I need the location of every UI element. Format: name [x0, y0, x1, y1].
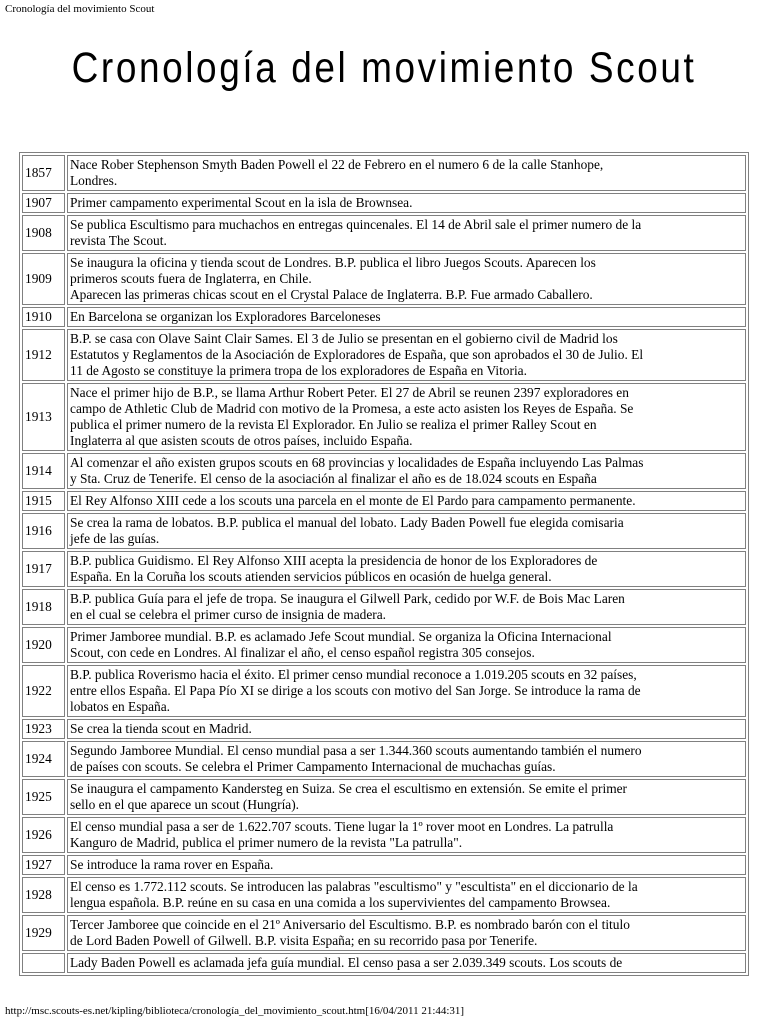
year-cell: 1920	[22, 627, 65, 663]
event-line: B.P. se casa con Olave Saint Clair Sames. El 3 de Julio se presentan en el gobierno civil de Madrid los	[70, 331, 618, 346]
event-line: entre ellos España. El Papa Pío XI se dirige a los scouts con motivo del San Jorge. Se introduce la rama de	[70, 683, 641, 698]
event-line: Nace Rober Stephenson Smyth Baden Powell el 22 de Febrero en el numero 6 de la calle Stanhope,	[70, 157, 604, 172]
table-row	[22, 817, 746, 853]
event-line: Se crea la tienda scout en Madrid.	[70, 721, 252, 736]
event-cell	[67, 329, 746, 381]
year-cell: 1926	[22, 817, 65, 853]
year-cell: 1924	[22, 741, 65, 777]
event-line: sello en el que aparece un scout (Hungría).	[70, 797, 300, 812]
event-cell	[67, 551, 746, 587]
event-cell	[67, 855, 746, 875]
chronology-table	[19, 152, 749, 976]
event-line: y Sta. Cruz de Tenerife. El censo de la asociación al finalizar el año es de 18.024 scouts en España	[70, 471, 597, 486]
event-cell	[67, 665, 746, 717]
event-cell	[67, 383, 746, 451]
event-cell	[67, 491, 746, 511]
year-cell: 1917	[22, 551, 65, 587]
year-cell: 1929	[22, 915, 65, 951]
event-line: de países con scouts. Se celebra el Primer Campamento Internacional de muchachas guías.	[70, 759, 556, 774]
event-line: En Barcelona se organizan los Exploradores Barceloneses	[70, 309, 381, 324]
table-row	[22, 453, 746, 489]
event-line: Se inaugura el campamento Kandersteg en Suiza. Se crea el escultismo en extensión. Se emite el primer	[70, 781, 628, 796]
event-line: Tercer Jamboree que coincide en el 21º Aniversario del Escultismo. B.P. es nombrado barón con el titulo	[70, 917, 630, 932]
event-line: Kanguro de Madrid, publica el primer numero de la revista "La patrulla".	[70, 835, 463, 850]
event-line: publica el primer numero de la revista El Explorador. En Julio se realiza el primer Ralley Scout en	[70, 417, 597, 432]
event-line: Londres.	[70, 173, 118, 188]
table-row	[22, 877, 746, 913]
event-line: Primer campamento experimental Scout en la isla de Brownsea.	[70, 195, 413, 210]
table-row	[22, 383, 746, 451]
table-row	[22, 513, 746, 549]
event-line: primeros scouts fuera de Inglaterra, en Chile.	[70, 271, 312, 286]
event-line: Se publica Escultismo para muchachos en entregas quincenales. El 14 de Abril sale el primer numero de la	[70, 217, 642, 232]
year-cell: 1912	[22, 329, 65, 381]
year-cell: 1915	[22, 491, 65, 511]
browser-print-footer: http://msc.scouts-es.net/kipling/biblioteca/cronología_del_movimiento_scout.htm[16/04/2011 21:44:31]	[5, 1005, 465, 1017]
event-line: Segundo Jamboree Mundial. El censo mundial pasa a ser 1.344.360 scouts aumentando también el numero	[70, 743, 642, 758]
table-row	[22, 491, 746, 511]
event-line: en el cual se celebra el primer curso de insignia de madera.	[70, 607, 387, 622]
table-row	[22, 551, 746, 587]
year-cell: 1916	[22, 513, 65, 549]
year-cell: 1927	[22, 855, 65, 875]
table-row	[22, 307, 746, 327]
year-cell: 1923	[22, 719, 65, 739]
year-cell	[22, 953, 65, 973]
event-line: jefe de las guías.	[70, 531, 160, 546]
table-row	[22, 855, 746, 875]
year-cell: 1922	[22, 665, 65, 717]
event-line: Lady Baden Powell es aclamada jefa guía mundial. El censo pasa a ser 2.039.349 scouts. Los scouts de	[70, 955, 623, 970]
event-line: Primer Jamboree mundial. B.P. es aclamado Jefe Scout mundial. Se organiza la Oficina Internacional	[70, 629, 612, 644]
table-row	[22, 719, 746, 739]
event-cell	[67, 953, 746, 973]
year-cell: 1913	[22, 383, 65, 451]
event-line: lengua española. B.P. reúne en su casa en una comida a los supervivientes del campamento Browsea.	[70, 895, 611, 910]
event-cell	[67, 155, 746, 191]
table-row	[22, 627, 746, 663]
event-cell	[67, 589, 746, 625]
year-cell: 1909	[22, 253, 65, 305]
event-line: B.P. publica Guía para el jefe de tropa. Se inaugura el Gilwell Park, cedido por W.F. de Bois Mac Laren	[70, 591, 625, 606]
table-row	[22, 589, 746, 625]
event-line: El Rey Alfonso XIII cede a los scouts una parcela en el monte de El Pardo para campamento permanente.	[70, 493, 636, 508]
event-line: Se crea la rama de lobatos. B.P. publica el manual del lobato. Lady Baden Powell fue elegida comisaria	[70, 515, 624, 530]
event-line: B.P. publica Guidismo. El Rey Alfonso XIII acepta la presidencia de honor de los Exploradores de	[70, 553, 598, 568]
event-line: Se introduce la rama rover en España.	[70, 857, 274, 872]
event-line: revista The Scout.	[70, 233, 167, 248]
table-row	[22, 953, 746, 973]
event-cell	[67, 817, 746, 853]
year-cell: 1918	[22, 589, 65, 625]
event-line: lobatos en España.	[70, 699, 171, 714]
event-line: B.P. publica Roverismo hacia el éxito. El primer censo mundial reconoce a 1.019.205 scouts en 32 países,	[70, 667, 637, 682]
event-cell	[67, 513, 746, 549]
page-title: Cronología del movimiento Scout	[71, 44, 697, 92]
year-cell: 1857	[22, 155, 65, 191]
table-row	[22, 193, 746, 213]
year-cell: 1928	[22, 877, 65, 913]
table-row	[22, 779, 746, 815]
event-line: Inglaterra al que asisten scouts de otros países, incluido España.	[70, 433, 413, 448]
event-cell	[67, 719, 746, 739]
table-row	[22, 915, 746, 951]
table-row	[22, 329, 746, 381]
event-line: Se inaugura la oficina y tienda scout de Londres. B.P. publica el libro Juegos Scouts. Aparecen los	[70, 255, 596, 270]
table-row	[22, 665, 746, 717]
event-cell	[67, 877, 746, 913]
table-row	[22, 741, 746, 777]
table-row	[22, 215, 746, 251]
event-cell	[67, 779, 746, 815]
event-line: El censo mundial pasa a ser de 1.622.707 scouts. Tiene lugar la 1º rover moot en Londres. La patrulla	[70, 819, 614, 834]
event-line: campo de Athletic Club de Madrid con motivo de la Promesa, a este acto asisten los Reyes de España. Se	[70, 401, 634, 416]
event-cell	[67, 307, 746, 327]
event-cell	[67, 741, 746, 777]
year-cell: 1910	[22, 307, 65, 327]
event-cell	[67, 915, 746, 951]
year-cell: 1925	[22, 779, 65, 815]
browser-print-header: Cronología del movimiento Scout	[5, 3, 155, 15]
table-row	[22, 253, 746, 305]
event-cell	[67, 193, 746, 213]
event-cell	[67, 253, 746, 305]
year-cell: 1907	[22, 193, 65, 213]
event-line: 11 de Agosto se constituye la primera tropa de los exploradores de España en Vitoria.	[70, 363, 527, 378]
event-cell	[67, 453, 746, 489]
event-line: Al comenzar el año existen grupos scouts en 68 provincias y localidades de España incluyendo Las Palmas	[70, 455, 644, 470]
event-line: España. En la Coruña los scouts atienden servicios públicos en ocasión de huelga general.	[70, 569, 552, 584]
year-cell: 1908	[22, 215, 65, 251]
event-line: Aparecen las primeras chicas scout en el Crystal Palace de Inglaterra. B.P. Fue armado Caballero.	[70, 287, 593, 302]
event-cell	[67, 627, 746, 663]
chronology-table-body	[22, 155, 746, 973]
event-line: de Lord Baden Powell of Gilwell. B.P. visita España; en su recorrido pasa por Tenerife.	[70, 933, 538, 948]
event-line: Nace el primer hijo de B.P., se llama Arthur Robert Peter. El 27 de Abril se reunen 2397 exploradores en	[70, 385, 629, 400]
event-line: Scout, con cede en Londres. Al finalizar el año, el censo español registra 305 consejos.	[70, 645, 535, 660]
event-line: El censo es 1.772.112 scouts. Se introducen las palabras "escultismo" y "escultista" en el diccionario de la	[70, 879, 638, 894]
table-row	[22, 155, 746, 191]
year-cell: 1914	[22, 453, 65, 489]
event-cell	[67, 215, 746, 251]
event-line: Estatutos y Reglamentos de la Asociación de Exploradores de España, que son aprobados el 30 de Julio. El	[70, 347, 644, 362]
